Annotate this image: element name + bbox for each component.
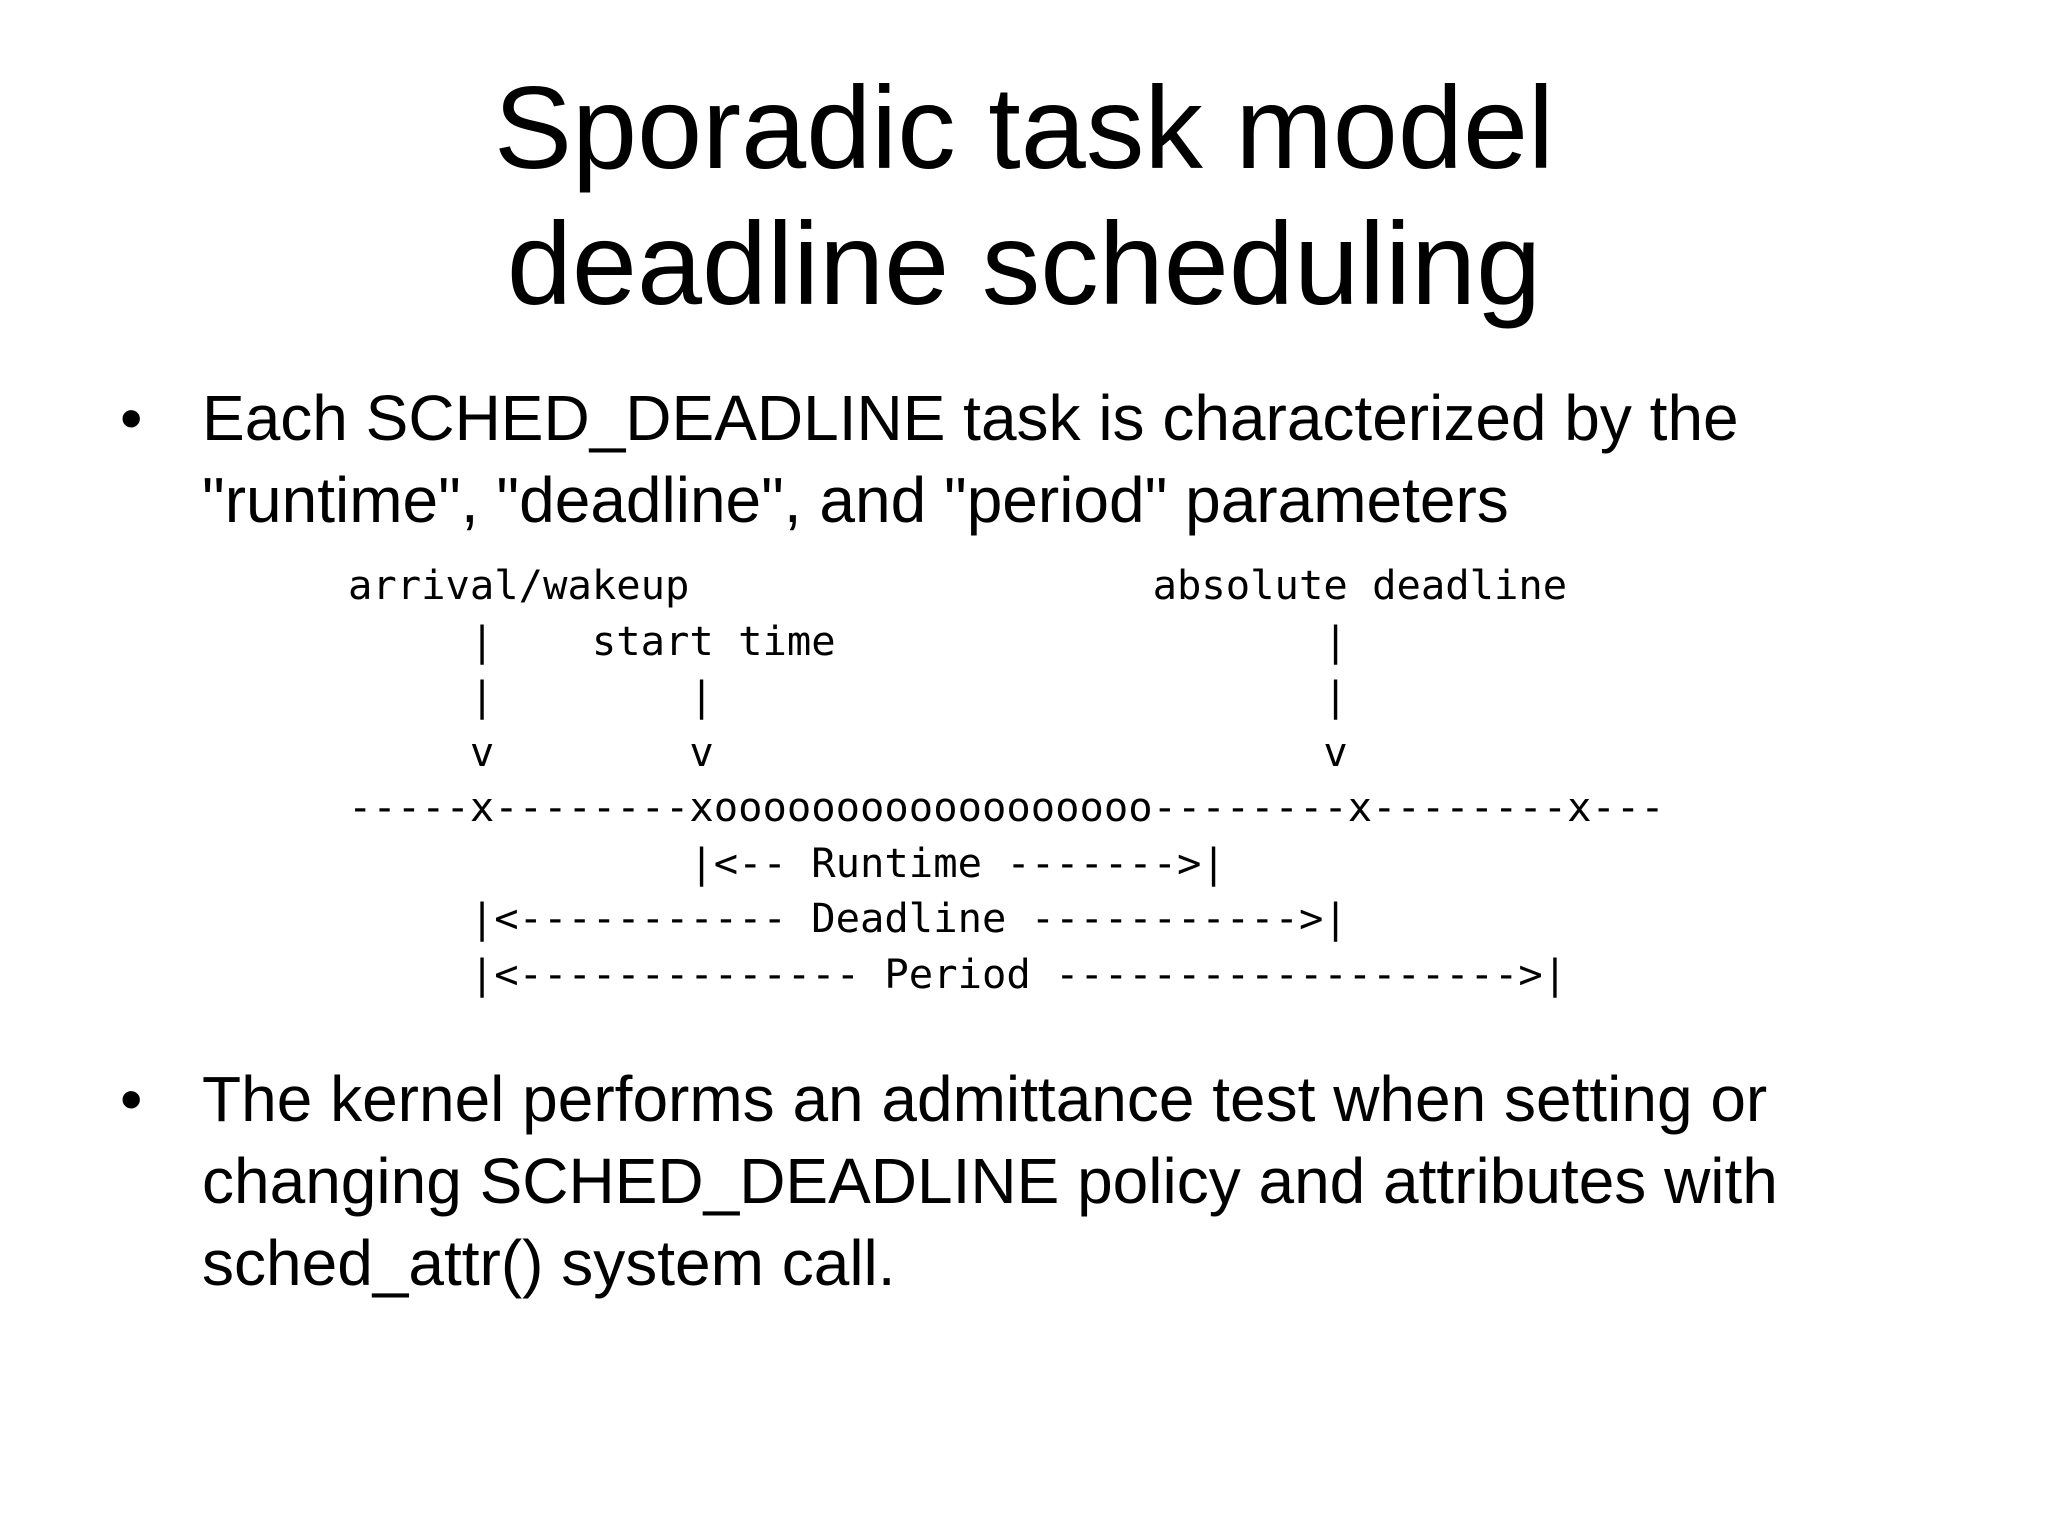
diagram-line: |<-- Runtime ------->| bbox=[348, 838, 1226, 887]
diagram-line: -----x--------xoooooooooooooooooo--------x--------x--- bbox=[348, 783, 1665, 831]
slide-title bbox=[0, 60, 2048, 332]
diagram-line: | start time | bbox=[348, 616, 1348, 665]
title-line-1: Sporadic task model bbox=[493, 62, 1555, 193]
bullet-line: The kernel performs an admittance test when setting or bbox=[202, 1063, 1768, 1135]
title-line-2: deadline scheduling bbox=[506, 198, 1542, 329]
bullet-line: changing SCHED_DEADLINE policy and attributes with bbox=[202, 1145, 1778, 1217]
diagram-line: v v v bbox=[348, 727, 1348, 776]
timeline-ascii-diagram bbox=[348, 558, 1665, 1002]
diagram-line: arrival/wakeup absolute deadline bbox=[348, 561, 1568, 609]
bullet-item-2 bbox=[120, 1058, 1980, 1304]
bullet-text bbox=[202, 377, 1980, 541]
bullet-line: "runtime", "deadline", and "period" parameters bbox=[202, 464, 1509, 536]
diagram-line: |<----------- Deadline ----------->| bbox=[348, 894, 1348, 942]
diagram-line: |<-------------- Period ------------------->| bbox=[348, 949, 1568, 998]
bullet-text bbox=[202, 1058, 1980, 1304]
bullet-line: Each SCHED_DEADLINE task is characterized by the bbox=[202, 382, 1739, 454]
bullet-marker: • bbox=[120, 382, 143, 454]
bullet-item-1 bbox=[120, 377, 1980, 541]
bullet-marker: • bbox=[120, 1063, 143, 1135]
diagram-line: | | | bbox=[348, 672, 1348, 720]
bullet-line: sched_attr() system call. bbox=[202, 1227, 896, 1299]
